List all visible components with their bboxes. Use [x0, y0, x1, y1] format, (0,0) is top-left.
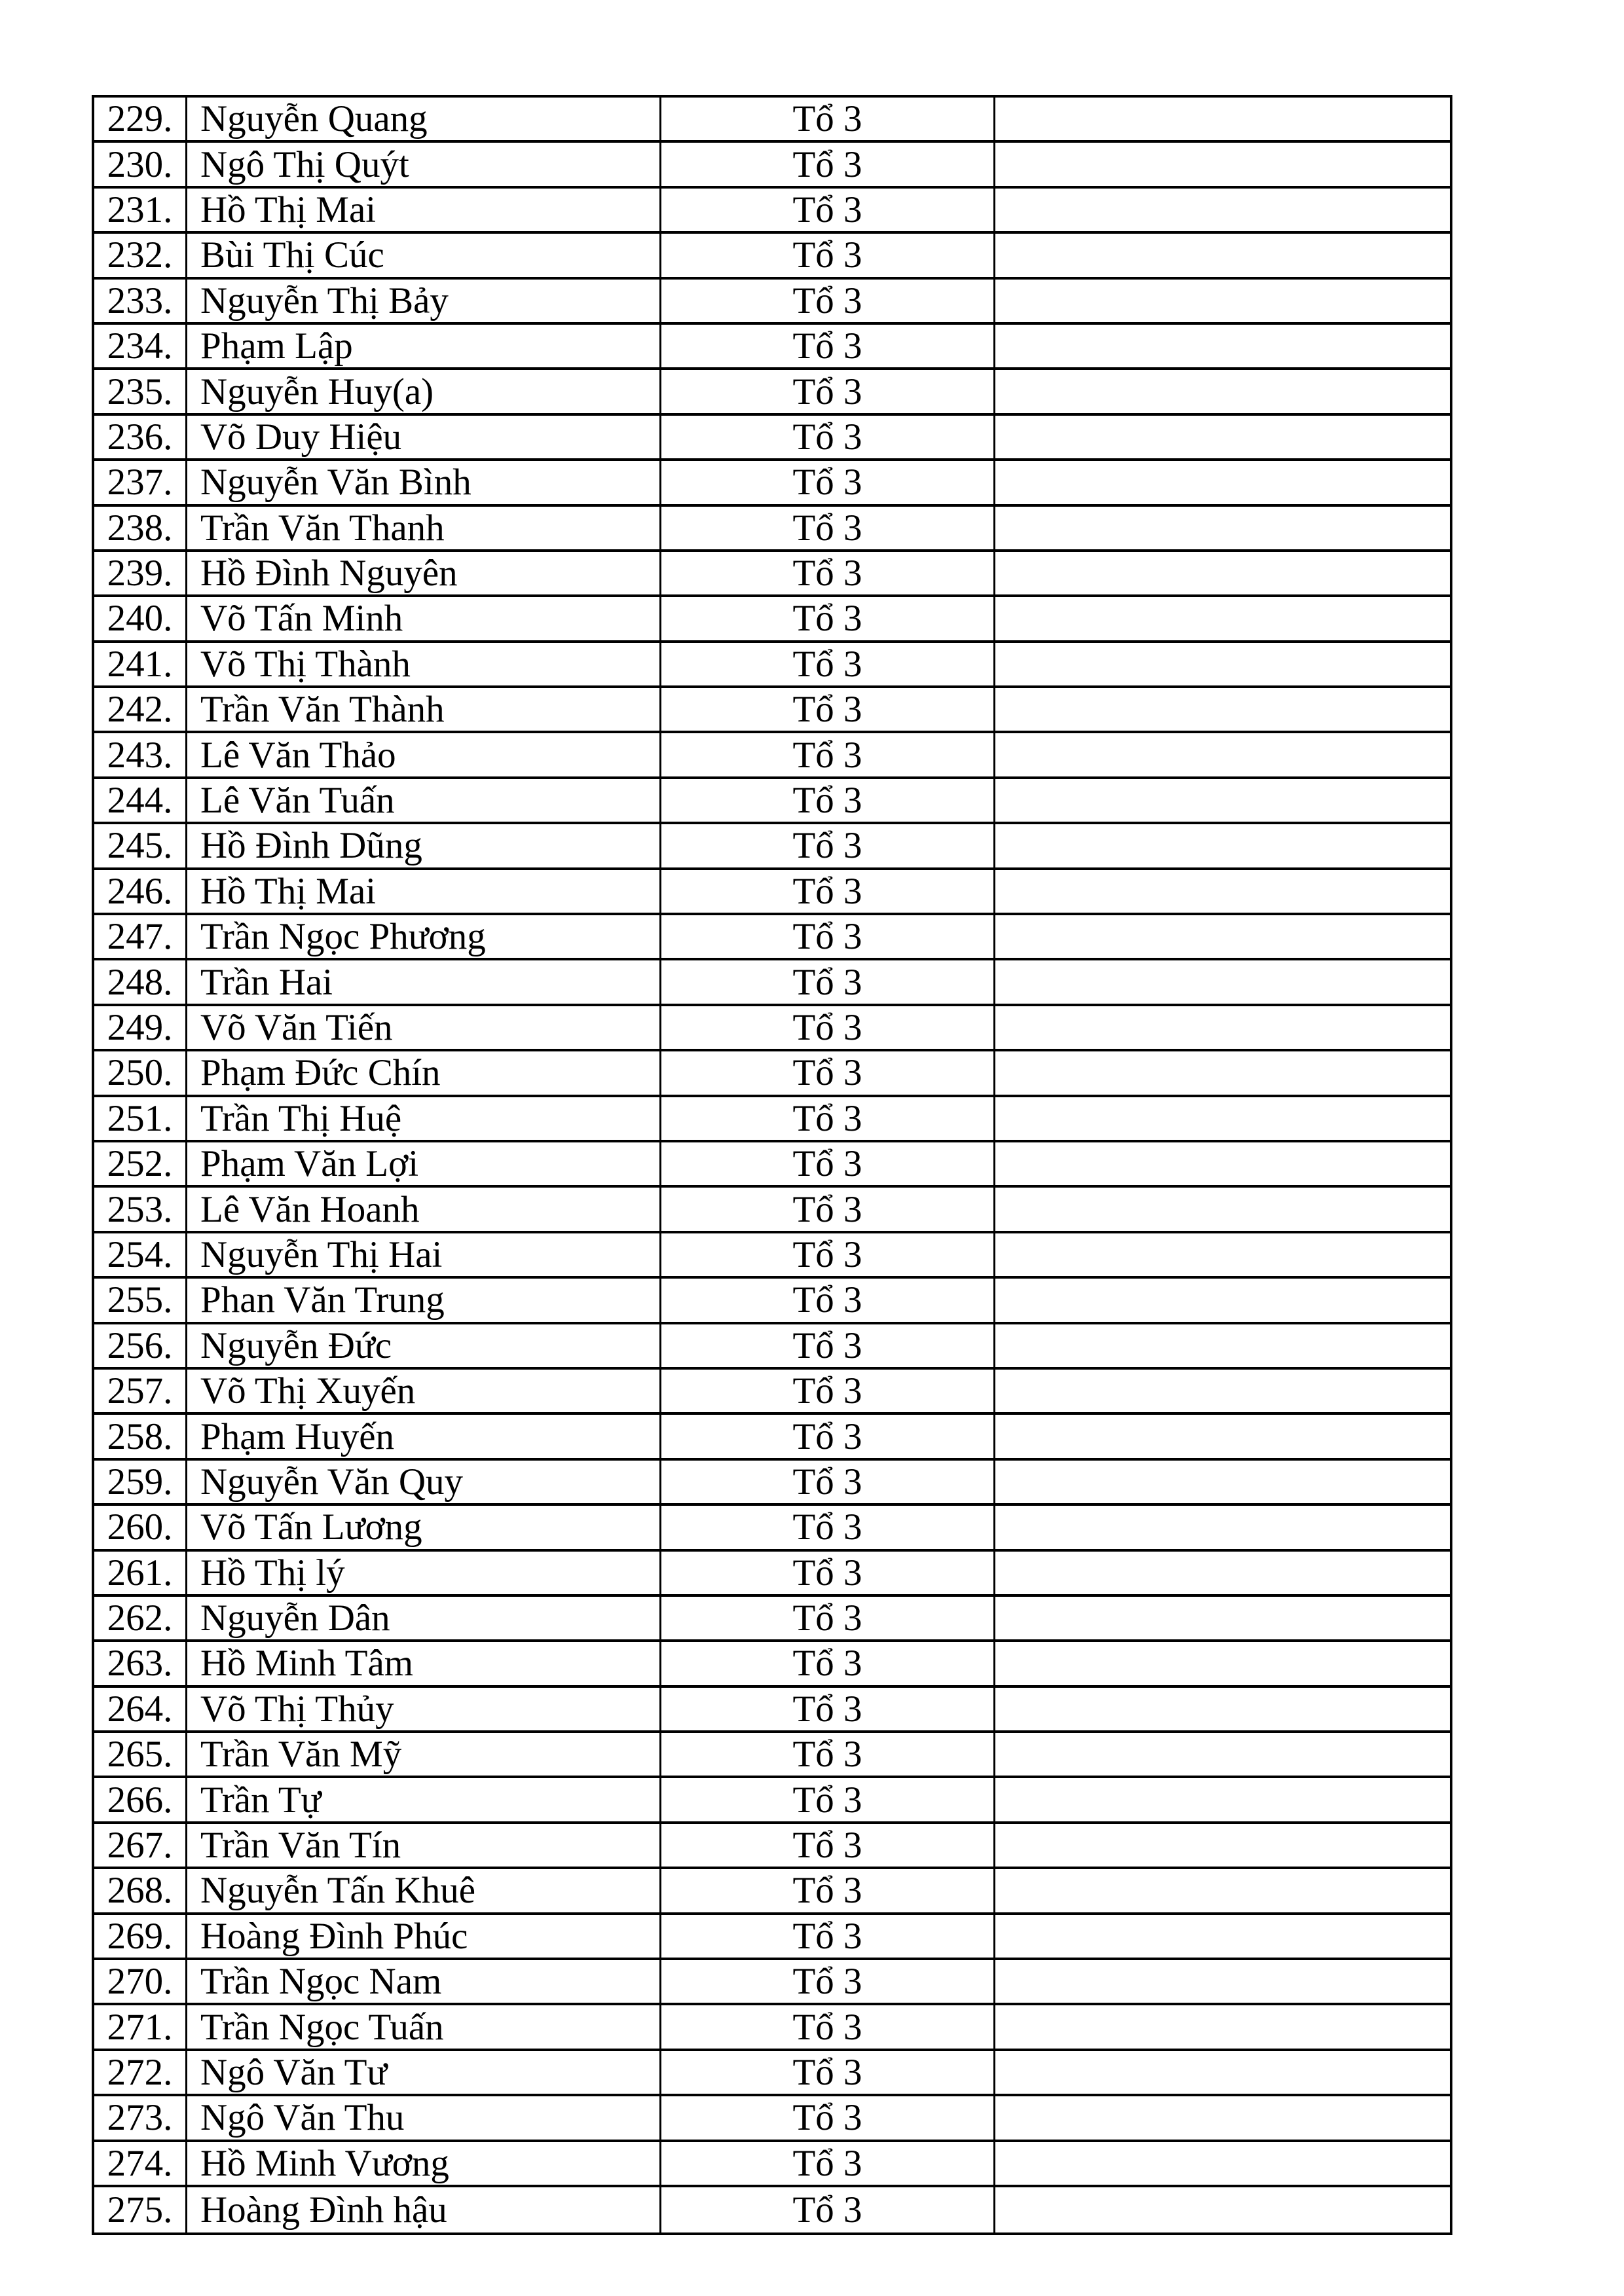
group-cell: Tổ 3 — [661, 1097, 995, 1140]
row-number-cell: 267. — [94, 1824, 187, 1867]
table-row — [94, 1960, 1450, 2005]
group-cell: Tổ 3 — [661, 1778, 995, 1821]
note-cell — [995, 280, 1450, 322]
person-name-cell: Lê Văn Hoanh — [187, 1188, 661, 1230]
person-name-cell: Phạm Văn Lợi — [187, 1142, 661, 1185]
group-cell: Tổ 3 — [661, 2096, 995, 2139]
table-row — [94, 552, 1450, 597]
group-cell: Tổ 3 — [661, 2051, 995, 2094]
table-row — [94, 325, 1450, 370]
note-cell — [995, 2005, 1450, 2048]
group-cell: Tổ 3 — [661, 824, 995, 867]
table-row — [94, 1778, 1450, 1823]
note-cell — [995, 1415, 1450, 1457]
table-row — [94, 1642, 1450, 1687]
note-cell — [995, 915, 1450, 958]
table-row — [94, 280, 1450, 325]
table-row — [94, 1142, 1450, 1188]
person-name-cell: Ngô Văn Tư — [187, 2051, 661, 2094]
person-name-cell: Nguyễn Văn Quy — [187, 1461, 661, 1503]
group-cell: Tổ 3 — [661, 915, 995, 958]
group-cell: Tổ 3 — [661, 2187, 995, 2232]
group-cell: Tổ 3 — [661, 1279, 995, 1321]
note-cell — [995, 960, 1450, 1003]
note-cell — [995, 1051, 1450, 1094]
group-cell: Tổ 3 — [661, 189, 995, 231]
row-number-cell: 258. — [94, 1415, 187, 1457]
note-cell — [995, 733, 1450, 776]
table-row — [94, 234, 1450, 279]
person-name-cell: Nguyễn Văn Bình — [187, 461, 661, 503]
person-name-cell: Võ Tấn Minh — [187, 597, 661, 640]
table-row — [94, 1233, 1450, 1279]
group-cell: Tổ 3 — [661, 461, 995, 503]
group-cell: Tổ 3 — [661, 733, 995, 776]
group-cell: Tổ 3 — [661, 1688, 995, 1730]
table-row — [94, 1415, 1450, 1460]
note-cell — [995, 461, 1450, 503]
row-number-cell: 251. — [94, 1097, 187, 1140]
note-cell — [995, 824, 1450, 867]
group-cell: Tổ 3 — [661, 280, 995, 322]
note-cell — [995, 1552, 1450, 1594]
table-row — [94, 960, 1450, 1006]
table-row — [94, 2187, 1450, 2232]
row-number-cell: 268. — [94, 1869, 187, 1912]
row-number-cell: 259. — [94, 1461, 187, 1503]
table-row — [94, 1824, 1450, 1869]
group-cell: Tổ 3 — [661, 370, 995, 412]
table-row — [94, 733, 1450, 778]
person-name-cell: Phạm Huyến — [187, 1415, 661, 1457]
row-number-cell: 247. — [94, 915, 187, 958]
person-name-cell: Hoàng Đình Phúc — [187, 1915, 661, 1958]
row-number-cell: 241. — [94, 643, 187, 685]
table-row — [94, 597, 1450, 642]
group-cell: Tổ 3 — [661, 1960, 995, 2003]
person-name-cell: Ngô Thị Quýt — [187, 143, 661, 185]
person-name-cell: Hồ Minh Vương — [187, 2142, 661, 2185]
table-row — [94, 688, 1450, 733]
group-cell: Tổ 3 — [661, 1506, 995, 1548]
note-cell — [995, 1506, 1450, 1548]
group-cell: Tổ 3 — [661, 2142, 995, 2185]
group-cell: Tổ 3 — [661, 143, 995, 185]
person-name-cell: Võ Thị Thành — [187, 643, 661, 685]
group-cell: Tổ 3 — [661, 1415, 995, 1457]
row-number-cell: 246. — [94, 870, 187, 913]
row-number-cell: 245. — [94, 824, 187, 867]
row-number-cell: 229. — [94, 98, 187, 140]
person-name-cell: Hồ Đình Nguyên — [187, 552, 661, 594]
person-name-cell: Hồ Minh Tâm — [187, 1642, 661, 1685]
table-row — [94, 1370, 1450, 1415]
table-row — [94, 1006, 1450, 1051]
roster-table — [92, 95, 1452, 2235]
note-cell — [995, 1006, 1450, 1049]
note-cell — [995, 597, 1450, 640]
table-row — [94, 1324, 1450, 1370]
person-name-cell: Trần Văn Thành — [187, 688, 661, 731]
row-number-cell: 242. — [94, 688, 187, 731]
person-name-cell: Nguyễn Thị Hai — [187, 1233, 661, 1276]
person-name-cell: Nguyễn Thị Bảy — [187, 280, 661, 322]
table-row — [94, 2005, 1450, 2050]
row-number-cell: 230. — [94, 143, 187, 185]
table-row — [94, 1097, 1450, 1142]
group-cell: Tổ 3 — [661, 552, 995, 594]
note-cell — [995, 552, 1450, 594]
row-number-cell: 250. — [94, 1051, 187, 1094]
note-cell — [995, 1461, 1450, 1503]
group-cell: Tổ 3 — [661, 1051, 995, 1094]
table-row — [94, 1915, 1450, 1960]
person-name-cell: Nguyễn Đức — [187, 1324, 661, 1367]
person-name-cell: Võ Thị Thủy — [187, 1688, 661, 1730]
row-number-cell: 265. — [94, 1733, 187, 1776]
table-row — [94, 1688, 1450, 1733]
note-cell — [995, 2096, 1450, 2139]
person-name-cell: Hồ Thị Mai — [187, 870, 661, 913]
group-cell: Tổ 3 — [661, 1006, 995, 1049]
table-row — [94, 1552, 1450, 1597]
row-number-cell: 256. — [94, 1324, 187, 1367]
group-cell: Tổ 3 — [661, 1324, 995, 1367]
row-number-cell: 269. — [94, 1915, 187, 1958]
table-row — [94, 1597, 1450, 1642]
row-number-cell: 266. — [94, 1778, 187, 1821]
group-cell: Tổ 3 — [661, 1233, 995, 1276]
note-cell — [995, 1597, 1450, 1639]
table-row — [94, 370, 1450, 415]
table-row — [94, 143, 1450, 188]
person-name-cell: Bùi Thị Cúc — [187, 234, 661, 276]
row-number-cell: 249. — [94, 1006, 187, 1049]
person-name-cell: Nguyễn Huy(a) — [187, 370, 661, 412]
group-cell: Tổ 3 — [661, 1552, 995, 1594]
person-name-cell: Hoàng Đình hậu — [187, 2187, 661, 2232]
note-cell — [995, 1688, 1450, 1730]
note-cell — [995, 870, 1450, 913]
note-cell — [995, 1642, 1450, 1685]
group-cell: Tổ 3 — [661, 1461, 995, 1503]
group-cell: Tổ 3 — [661, 597, 995, 640]
group-cell: Tổ 3 — [661, 234, 995, 276]
row-number-cell: 264. — [94, 1688, 187, 1730]
row-number-cell: 239. — [94, 552, 187, 594]
note-cell — [995, 1097, 1450, 1140]
row-number-cell: 243. — [94, 733, 187, 776]
group-cell: Tổ 3 — [661, 643, 995, 685]
table-row — [94, 1188, 1450, 1233]
row-number-cell: 274. — [94, 2142, 187, 2185]
row-number-cell: 248. — [94, 960, 187, 1003]
group-cell: Tổ 3 — [661, 1142, 995, 1185]
note-cell — [995, 1370, 1450, 1412]
row-number-cell: 275. — [94, 2187, 187, 2232]
person-name-cell: Trần Tự — [187, 1778, 661, 1821]
person-name-cell: Trần Văn Mỹ — [187, 1733, 661, 1776]
person-name-cell: Trần Văn Thanh — [187, 507, 661, 549]
note-cell — [995, 2187, 1450, 2232]
table-row — [94, 779, 1450, 824]
row-number-cell: 253. — [94, 1188, 187, 1230]
person-name-cell: Trần Thị Huệ — [187, 1097, 661, 1140]
person-name-cell: Nguyễn Tấn Khuê — [187, 1869, 661, 1912]
row-number-cell: 244. — [94, 779, 187, 822]
note-cell — [995, 370, 1450, 412]
table-row — [94, 1461, 1450, 1506]
row-number-cell: 263. — [94, 1642, 187, 1685]
note-cell — [995, 325, 1450, 367]
person-name-cell: Võ Thị Xuyến — [187, 1370, 661, 1412]
person-name-cell: Võ Tấn Lương — [187, 1506, 661, 1548]
table-row — [94, 1279, 1450, 1324]
person-name-cell: Phan Văn Trung — [187, 1279, 661, 1321]
row-number-cell: 237. — [94, 461, 187, 503]
row-number-cell: 238. — [94, 507, 187, 549]
note-cell — [995, 1778, 1450, 1821]
note-cell — [995, 189, 1450, 231]
person-name-cell: Ngô Văn Thu — [187, 2096, 661, 2139]
person-name-cell: Phạm Lập — [187, 325, 661, 367]
row-number-cell: 236. — [94, 416, 187, 458]
row-number-cell: 234. — [94, 325, 187, 367]
person-name-cell: Nguyễn Dân — [187, 1597, 661, 1639]
group-cell: Tổ 3 — [661, 416, 995, 458]
table-row — [94, 915, 1450, 960]
note-cell — [995, 98, 1450, 140]
group-cell: Tổ 3 — [661, 1733, 995, 1776]
row-number-cell: 255. — [94, 1279, 187, 1321]
person-name-cell: Phạm Đức Chín — [187, 1051, 661, 1094]
person-name-cell: Hồ Thị Mai — [187, 189, 661, 231]
note-cell — [995, 2051, 1450, 2094]
row-number-cell: 273. — [94, 2096, 187, 2139]
person-name-cell: Hồ Thị lý — [187, 1552, 661, 1594]
note-cell — [995, 1188, 1450, 1230]
note-cell — [995, 234, 1450, 276]
row-number-cell: 232. — [94, 234, 187, 276]
row-number-cell: 272. — [94, 2051, 187, 2094]
person-name-cell: Nguyễn Quang — [187, 98, 661, 140]
group-cell: Tổ 3 — [661, 960, 995, 1003]
row-number-cell: 261. — [94, 1552, 187, 1594]
table-row — [94, 1733, 1450, 1778]
note-cell — [995, 1142, 1450, 1185]
row-number-cell: 240. — [94, 597, 187, 640]
row-number-cell: 270. — [94, 1960, 187, 2003]
person-name-cell: Lê Văn Tuấn — [187, 779, 661, 822]
table-row — [94, 1051, 1450, 1097]
table-row — [94, 1869, 1450, 1914]
group-cell: Tổ 3 — [661, 1370, 995, 1412]
table-row — [94, 870, 1450, 915]
table-row — [94, 189, 1450, 234]
group-cell: Tổ 3 — [661, 870, 995, 913]
note-cell — [995, 1869, 1450, 1912]
table-row — [94, 2051, 1450, 2096]
note-cell — [995, 1733, 1450, 1776]
table-row — [94, 1506, 1450, 1551]
person-name-cell: Trần Ngọc Nam — [187, 1960, 661, 2003]
note-cell — [995, 779, 1450, 822]
person-name-cell: Trần Hai — [187, 960, 661, 1003]
person-name-cell: Hồ Đình Dũng — [187, 824, 661, 867]
row-number-cell: 257. — [94, 1370, 187, 1412]
person-name-cell: Võ Văn Tiến — [187, 1006, 661, 1049]
note-cell — [995, 1279, 1450, 1321]
group-cell: Tổ 3 — [661, 325, 995, 367]
note-cell — [995, 1915, 1450, 1958]
person-name-cell: Trần Ngọc Tuấn — [187, 2005, 661, 2048]
person-name-cell: Trần Văn Tín — [187, 1824, 661, 1867]
person-name-cell: Trần Ngọc Phương — [187, 915, 661, 958]
person-name-cell: Lê Văn Thảo — [187, 733, 661, 776]
table-row — [94, 2096, 1450, 2141]
row-number-cell: 231. — [94, 189, 187, 231]
row-number-cell: 260. — [94, 1506, 187, 1548]
note-cell — [995, 1233, 1450, 1276]
note-cell — [995, 1324, 1450, 1367]
row-number-cell: 235. — [94, 370, 187, 412]
group-cell: Tổ 3 — [661, 1188, 995, 1230]
note-cell — [995, 143, 1450, 185]
note-cell — [995, 1824, 1450, 1867]
row-number-cell: 254. — [94, 1233, 187, 1276]
note-cell — [995, 1960, 1450, 2003]
table-row — [94, 824, 1450, 869]
table-row — [94, 643, 1450, 688]
group-cell: Tổ 3 — [661, 688, 995, 731]
note-cell — [995, 688, 1450, 731]
group-cell: Tổ 3 — [661, 507, 995, 549]
table-row — [94, 416, 1450, 461]
note-cell — [995, 2142, 1450, 2185]
row-number-cell: 271. — [94, 2005, 187, 2048]
group-cell: Tổ 3 — [661, 2005, 995, 2048]
person-name-cell: Võ Duy Hiệu — [187, 416, 661, 458]
row-number-cell: 233. — [94, 280, 187, 322]
row-number-cell: 252. — [94, 1142, 187, 1185]
group-cell: Tổ 3 — [661, 1642, 995, 1685]
group-cell: Tổ 3 — [661, 1915, 995, 1958]
note-cell — [995, 507, 1450, 549]
group-cell: Tổ 3 — [661, 1824, 995, 1867]
table-row — [94, 461, 1450, 506]
row-number-cell: 262. — [94, 1597, 187, 1639]
note-cell — [995, 643, 1450, 685]
note-cell — [995, 416, 1450, 458]
table-row — [94, 507, 1450, 552]
table-row — [94, 2142, 1450, 2187]
group-cell: Tổ 3 — [661, 1869, 995, 1912]
group-cell: Tổ 3 — [661, 98, 995, 140]
table-row — [94, 98, 1450, 143]
group-cell: Tổ 3 — [661, 1597, 995, 1639]
group-cell: Tổ 3 — [661, 779, 995, 822]
